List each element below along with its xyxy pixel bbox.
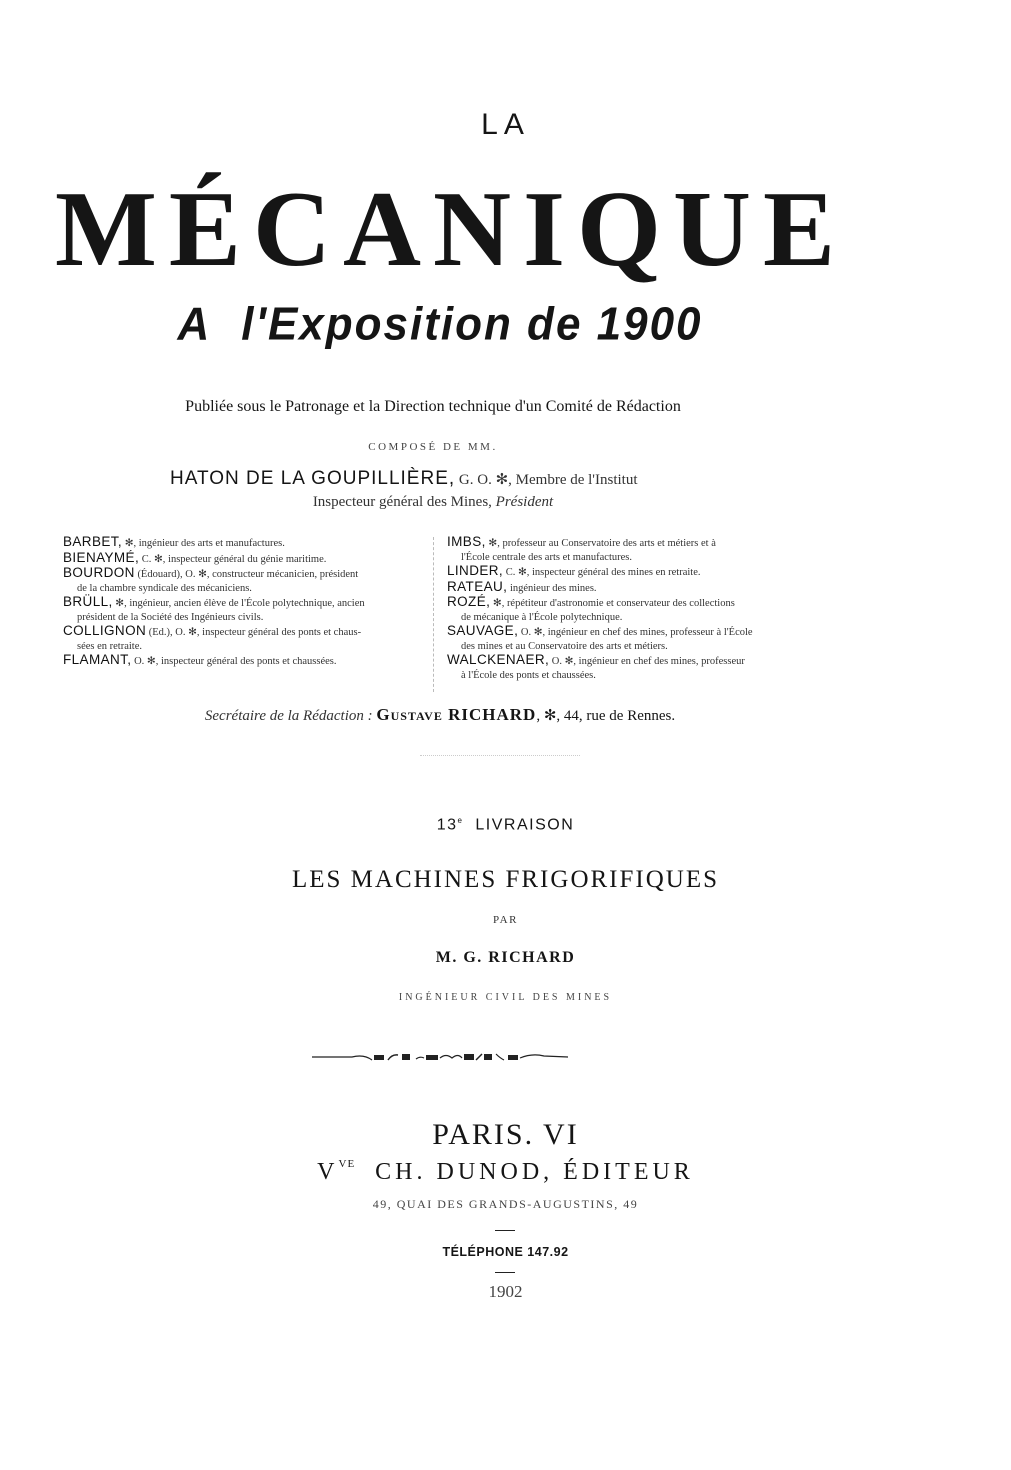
author-title: INGÉNIEUR CIVIL DES MINES [398, 992, 613, 1003]
committee-member [63, 595, 428, 624]
member-name: COLLIGNON [63, 623, 147, 638]
patronage-line: Publiée sous le Patronage et la Direction technique d'un Comité de Rédaction [185, 398, 681, 415]
publisher-name-line [0, 1158, 1011, 1186]
member-description-continued: l'École centrale des arts et manufactures. [461, 551, 632, 563]
president-honors: G. O. ✻, Membre de l'Institut [458, 472, 638, 488]
ornament-divider-icon [312, 1050, 568, 1064]
member-description-continued: de mécanique à l'École polytechnique. [461, 611, 623, 623]
faint-rule [420, 755, 580, 758]
committee-member [447, 564, 807, 580]
member-description-continued: président de la Société des Ingénieurs civils. [77, 611, 264, 623]
member-description: C. ✻, inspecteur général des mines en retraite. [503, 567, 701, 578]
par-label: PAR [493, 914, 518, 926]
committee-member [63, 624, 428, 653]
secretary-name: Gustave RICHARD [376, 705, 537, 724]
member-description: ✻, ingénieur des arts et manufactures. [122, 538, 285, 549]
committee-member [447, 624, 807, 653]
member-description: ✻, répétiteur d'astronomie et conservateur des collections [490, 598, 735, 609]
issue-label: LIVRAISON [475, 816, 575, 834]
committee-left-column [63, 535, 428, 669]
subject-title: LES MACHINES FRIGORIFIQUES [291, 866, 720, 893]
secretary-label: Secrétaire de la Rédaction : [204, 708, 373, 724]
committee-member [447, 653, 807, 682]
committee-member [447, 535, 807, 564]
member-name: BRÜLL, [63, 594, 113, 609]
member-description: (Édouard), O. ✻, constructeur mécanicien, président [134, 569, 359, 580]
member-name: BIENAYMÉ, [63, 549, 140, 565]
issue-line [0, 816, 1011, 834]
member-description: O. ✻, inspecteur général des ponts et chaussées. [131, 656, 337, 667]
committee-member [63, 653, 428, 669]
committee-member [447, 580, 807, 596]
member-description-continued: à l'École des ponts et chaussées. [461, 669, 596, 681]
member-description: O. ✻, ingénieur en chef des mines, professeur [549, 656, 745, 667]
issue-number: 13 [436, 816, 458, 834]
member-name: BOURDON [63, 565, 135, 580]
publisher-city: PARIS. VI [432, 1118, 579, 1151]
member-name: ROZÉ, [447, 594, 491, 609]
president-role [120, 494, 746, 511]
secretary-line [130, 705, 750, 725]
president-name: HATON DE LA GOUPILLIÈRE, [170, 468, 456, 489]
column-divider [433, 537, 434, 692]
rule-dash [495, 1230, 515, 1231]
publisher-prefix: V [317, 1159, 339, 1185]
subtitle-a: A [177, 298, 212, 351]
member-description: (Ed.), O. ✻, inspecteur général des ponts et chaus- [146, 627, 362, 638]
member-name: FLAMANT, [63, 652, 132, 667]
header-la: LA [481, 108, 530, 141]
member-description: ✻, professeur au Conservatoire des arts et métiers et à [485, 538, 716, 549]
committee-right-column [447, 535, 807, 682]
publication-year: 1902 [488, 1282, 523, 1301]
secretary-address: , ✻, 44, rue de Rennes. [536, 708, 676, 724]
publisher-address: 49, QUAI DES GRANDS-AUGUSTINS, 49 [372, 1197, 639, 1211]
member-name: LINDER, [447, 563, 504, 578]
committee-member [447, 595, 807, 624]
publisher-telephone: TÉLÉPHONE 147.92 [442, 1245, 569, 1259]
member-description: O. ✻, ingénieur en chef des mines, professeur à l'École [518, 627, 753, 638]
member-name: WALCKENAER, [447, 652, 550, 667]
president-line [170, 468, 730, 490]
member-description: ✻, ingénieur, ancien élève de l'École polytechnique, ancien [112, 598, 365, 609]
member-name: RATEAU, [447, 578, 508, 594]
member-description: C. ✻, inspecteur général du génie maritime. [139, 553, 327, 565]
issue-number-sup: e [457, 816, 464, 825]
member-description-continued: des mines et au Conservatoire des arts et métiers. [461, 640, 668, 652]
president-role-text: Inspecteur général des Mines, [312, 494, 492, 510]
member-description: ingénieur des mines. [507, 582, 597, 594]
publisher-prefix-sup: VE [338, 1158, 356, 1170]
member-description-continued: de la chambre syndicale des mécaniciens. [77, 582, 252, 594]
member-description-continued: sées en retraite. [77, 640, 143, 652]
president-role-italic: Président [495, 494, 554, 510]
committee-member [63, 566, 428, 595]
member-name: IMBS, [447, 534, 486, 549]
subtitle [120, 299, 760, 352]
member-name: SAUVAGE, [447, 623, 519, 638]
member-name: BARBET, [63, 534, 123, 549]
rule-dash [495, 1272, 515, 1273]
compose-de-label: COMPOSÉ DE MM. [368, 441, 498, 453]
committee-member [63, 535, 428, 551]
committee-member [63, 551, 428, 567]
subtitle-rest: l'Exposition de 1900 [241, 298, 703, 351]
author-name: M. G. RICHARD [435, 949, 576, 966]
main-title: MÉCANIQUE [55, 170, 848, 289]
publisher-name: CH. DUNOD, ÉDITEUR [375, 1159, 694, 1185]
